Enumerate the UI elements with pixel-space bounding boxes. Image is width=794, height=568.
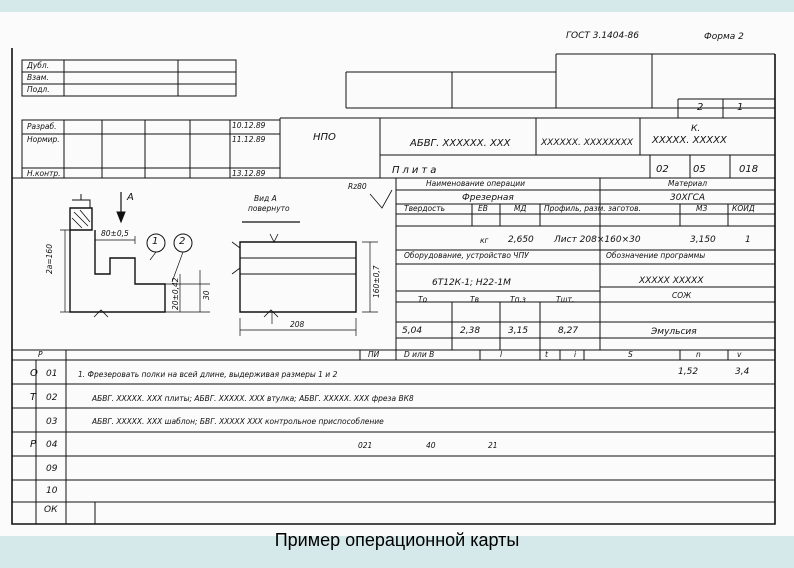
vzam-label: Взам. — [27, 73, 49, 82]
grid-col-i: i — [574, 350, 577, 359]
row-1-n: 1,52 — [678, 367, 699, 377]
val-koid: 1 — [745, 235, 751, 245]
col-sozh: СОЖ — [672, 291, 692, 300]
row-7-no: ОК — [44, 505, 58, 515]
val-md: 2,650 — [508, 235, 534, 245]
program-value: XXXXX XXXXX — [639, 276, 704, 286]
date-3: 13.12.89 — [232, 169, 266, 178]
col-hardness: Твердость — [404, 204, 446, 213]
val-tv: 2,38 — [460, 326, 481, 336]
grid-col-n: n — [696, 350, 701, 359]
row-2-no: 02 — [46, 393, 58, 403]
grid-col-t: t — [545, 350, 548, 359]
row-4-no: 04 — [46, 440, 58, 450]
operation-card-sheet — [0, 12, 794, 536]
row-2-code: Т — [30, 392, 37, 403]
code-02: 02 — [656, 164, 669, 175]
equipment-label: Оборудование, устройство ЧПУ — [404, 251, 529, 260]
col-mz: МЗ — [696, 204, 708, 213]
col-ev: ЕВ — [478, 204, 488, 213]
col-to: То — [418, 295, 428, 304]
part-name: Плита — [392, 165, 440, 176]
dim-20: 20±0,42 — [171, 277, 180, 310]
col-tpz: Тп.з — [510, 295, 526, 304]
row-2-text: АБВГ. XXXXX. XXX плиты; АБВГ. XXXXX. XXX втулка; АБВГ. XXXXX. XXX фреза ВК8 — [92, 394, 414, 403]
dim-2a: 2а=160 — [45, 244, 54, 274]
podl-label: Подл. — [27, 85, 50, 94]
form-label: Форма 2 — [704, 32, 744, 42]
normir-label: Нормир. — [27, 135, 60, 144]
view-label: Вид А — [254, 194, 277, 203]
dim-160: 160±0,7 — [372, 265, 381, 298]
op-name-label: Наименование операции — [426, 179, 525, 188]
grid-col-s: S — [628, 350, 633, 359]
row-4-code: Р — [30, 439, 37, 450]
row-1-no: 01 — [46, 369, 58, 379]
grid-col-pi: ПИ — [368, 350, 380, 359]
code-05: 05 — [693, 164, 706, 175]
val-to: 5,04 — [402, 326, 423, 336]
row-3-no: 03 — [46, 417, 58, 427]
view-label-2: повернуто — [248, 204, 290, 213]
sheet-count: 2 — [697, 102, 704, 113]
callout-2: 2 — [179, 236, 186, 247]
n-kontr-label: Н.контр. — [27, 169, 61, 178]
callout-1: 1 — [152, 236, 159, 247]
row-4-pi: 021 — [358, 441, 373, 450]
org-label: НПО — [313, 132, 336, 143]
caption: Пример операционной карты — [274, 530, 520, 550]
gost-label: ГОСТ 3.1404-86 — [566, 31, 639, 41]
code-1: АБВГ. XXXXXX. XXX — [410, 138, 511, 149]
material-value: 30ХГСА — [670, 193, 706, 203]
op-name-value: Фрезерная — [462, 193, 514, 203]
sheet-number: 1 — [737, 102, 744, 113]
grid-col-v: v — [737, 350, 742, 359]
row-6-no: 10 — [46, 486, 58, 496]
row-3-text: АБВГ. XXXXX. XXX шаблон; БВГ. XXXXX XXX контрольное приспособление — [92, 417, 384, 426]
razrab-label: Разраб. — [27, 122, 57, 131]
program-label: Обозначение программы — [606, 251, 706, 260]
row-1-text: 1. Фрезеровать полки на всей длине, выдерживая размеры 1 и 2 — [78, 370, 338, 379]
val-ev: кг — [480, 236, 489, 245]
dubl-label: Дубл. — [27, 61, 50, 70]
val-profile: Лист 208×160×30 — [554, 235, 641, 245]
roughness-label: Rz80 — [348, 182, 367, 191]
col-tv: Тв — [470, 295, 480, 304]
row-1-v: 3,4 — [735, 367, 750, 377]
equipment-value: 6Т12К-1; Н22-1М — [432, 278, 511, 288]
k-label: К. — [691, 124, 701, 134]
dim-30: 30 — [202, 290, 211, 300]
val-tpz: 3,15 — [508, 326, 529, 336]
form-grid — [0, 12, 794, 536]
col-profile: Профиль, разм. заготов. — [544, 204, 641, 213]
material-label: Материал — [668, 179, 708, 188]
grid-col-d: D или В — [404, 350, 435, 359]
col-md: МД — [514, 204, 527, 213]
row-5-no: 09 — [46, 464, 58, 474]
row-4-l: 21 — [488, 441, 498, 450]
val-tsht: 8,27 — [558, 326, 579, 336]
dim-208: 208 — [290, 320, 305, 329]
val-mz: 3,150 — [690, 235, 716, 245]
grid-col-p: Р — [38, 350, 43, 359]
row-4-d: 40 — [426, 441, 436, 450]
row-1-code: О — [30, 368, 38, 379]
val-sozh: Эмульсия — [651, 327, 697, 337]
date-2: 11.12.89 — [232, 135, 266, 144]
dim-80: 80±0,5 — [101, 229, 129, 238]
code-018: 018 — [739, 164, 759, 175]
arrow-a-label: А — [127, 192, 134, 203]
col-tsht: Тшт. — [556, 295, 575, 304]
code-2: XXXXXX. XXXXXXXX — [541, 138, 634, 148]
code-3: XXXXX. XXXXX — [652, 135, 727, 146]
grid-col-l: l — [500, 350, 503, 359]
col-koid: КОИД — [732, 204, 755, 213]
date-1: 10.12.89 — [232, 121, 266, 130]
